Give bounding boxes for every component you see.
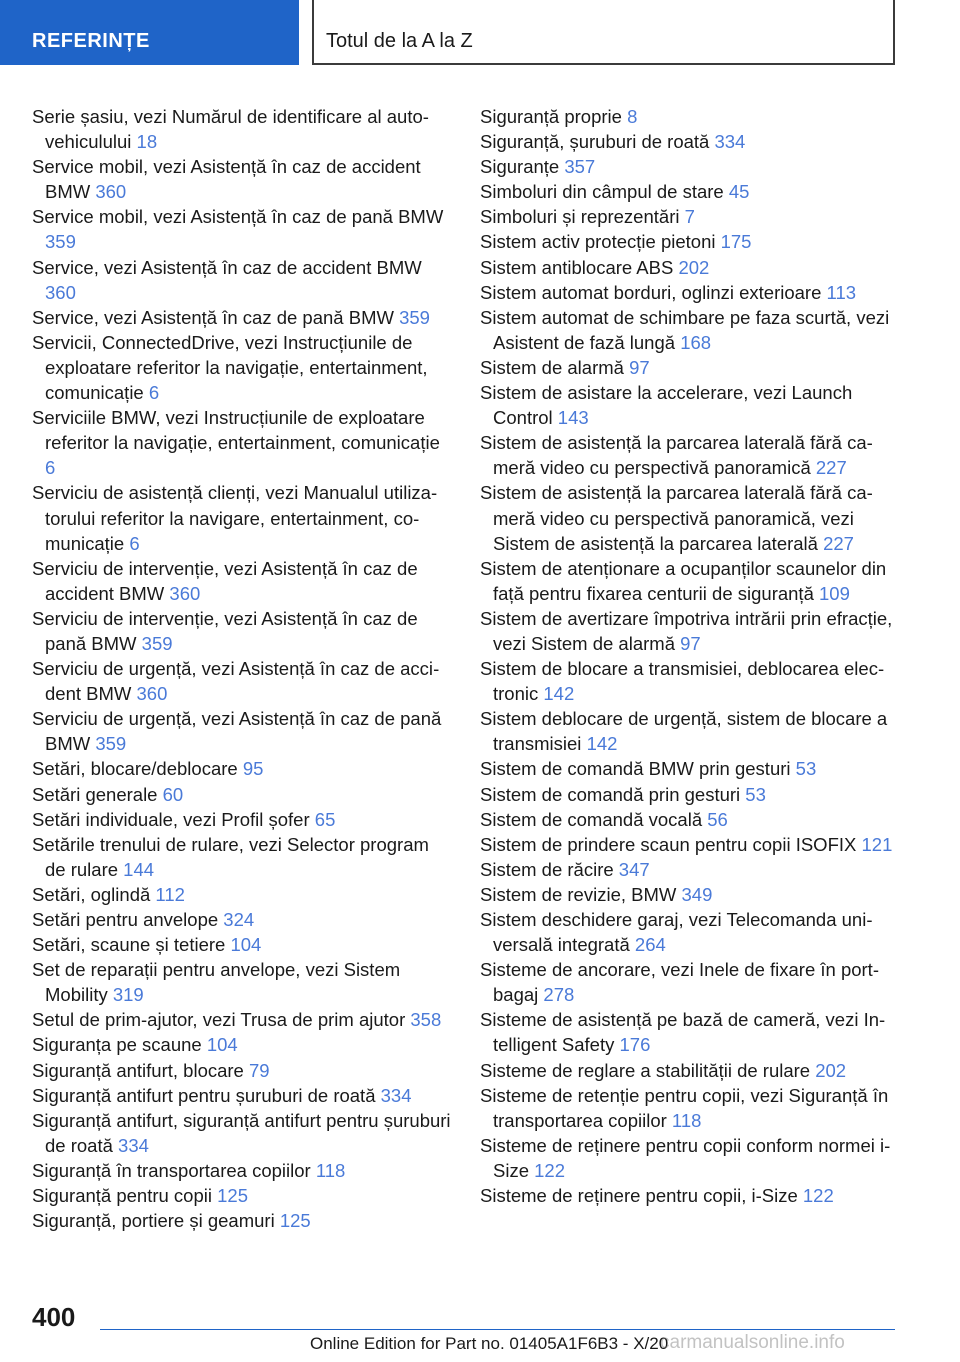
index-entry [480, 656, 900, 706]
index-entry [480, 1058, 900, 1083]
page-reference-link[interactable]: 53 [745, 783, 766, 805]
page-reference-link[interactable]: 65 [314, 808, 336, 830]
page-reference-link[interactable]: 97 [680, 632, 701, 654]
index-entry-text: Siguranță antifurt, siguranță antifurt pentru șuruburi de roată [32, 1109, 451, 1156]
page-reference-link[interactable]: 360 [136, 683, 168, 705]
index-entry [480, 430, 900, 480]
header-divider-left [312, 0, 314, 65]
index-entry [32, 882, 452, 907]
index-entry-text: Sistem automat borduri, oglinzi exterioare [480, 281, 827, 303]
page-reference-link[interactable]: 347 [618, 858, 650, 880]
index-entry-text: Siguranță antifurt, blocare [32, 1059, 249, 1081]
index-entry [32, 606, 452, 656]
index-entry [480, 204, 900, 229]
index-entry [480, 957, 900, 1007]
page-reference-link[interactable]: 202 [815, 1059, 847, 1081]
page-reference-link[interactable]: 122 [802, 1185, 834, 1207]
index-entry-text: Sisteme de retenție pentru copii, vezi Siguranță în transportarea copiilor [480, 1084, 889, 1131]
page-reference-link[interactable]: 6 [45, 457, 56, 479]
index-entry [32, 1183, 452, 1208]
section-label: REFERINȚE [32, 30, 150, 52]
page-reference-link[interactable]: 349 [681, 883, 713, 905]
index-entry-text: Sistem de revizie, BMW [480, 883, 682, 905]
index-entry [480, 782, 900, 807]
page-reference-link[interactable]: 53 [795, 758, 817, 780]
index-entry-text: Sistem de blocare a transmisiei, deblocarea electronic [480, 658, 885, 705]
index-entry [32, 255, 452, 305]
page-reference-link[interactable]: 359 [45, 231, 76, 253]
index-entry-text: Serviciu de intervenție, vezi Asistență în caz de accident BMW [32, 557, 418, 604]
index-entry [32, 782, 452, 807]
index-entry [32, 556, 452, 606]
page-reference-link[interactable]: 175 [720, 231, 752, 253]
index-entry [32, 154, 452, 204]
index-entry [32, 832, 452, 882]
index-entry [32, 932, 452, 957]
page-reference-link[interactable]: 18 [136, 131, 158, 153]
index-entry-text: Set de reparații pentru anvelope, vezi Sistem Mobility [32, 959, 401, 1006]
page-reference-link[interactable]: 6 [129, 532, 140, 554]
index-entry-text: Sistem de comandă prin gesturi [480, 783, 746, 805]
index-entry [480, 1083, 900, 1133]
page-reference-link[interactable]: 104 [230, 934, 262, 956]
index-entry-text: Service mobil, vezi Asistență în caz de accident BMW [32, 156, 421, 203]
page-reference-link[interactable]: 118 [315, 1159, 346, 1181]
page-reference-link[interactable]: 97 [629, 356, 650, 378]
index-entry [480, 305, 900, 355]
index-entry [480, 355, 900, 380]
index-entry [480, 280, 900, 305]
page-reference-link[interactable]: 227 [823, 532, 854, 554]
index-entry [480, 706, 900, 756]
page-reference-link[interactable]: 278 [543, 984, 575, 1006]
edition-note: Online Edition for Part no. 01405A1F6B3 - X/20 [310, 1334, 669, 1353]
page-reference-link[interactable]: 168 [680, 331, 712, 353]
page-number: 400 [32, 1302, 76, 1332]
page-reference-link[interactable]: 360 [169, 582, 201, 604]
index-entry-text: Siguranță, portiere și geamuri [32, 1210, 280, 1232]
index-entry-text: Siguranța pe scaune [32, 1034, 207, 1056]
index-entry [32, 706, 452, 756]
page-reference-link[interactable]: 176 [619, 1034, 651, 1056]
index-entry-text: Service, vezi Asistență în caz de pană BMW [32, 306, 400, 328]
index-entry-text: Serie șasiu, vezi Numărul de identificare al autovehiculului [32, 106, 429, 153]
index-entry-text: Setări, oglindă [32, 883, 156, 905]
index-entry [480, 1007, 900, 1057]
index-entry-text: Serviciu de intervenție, vezi Asistență în caz de pană BMW [32, 607, 418, 654]
index-entry-text: Siguranță proprie [480, 106, 628, 127]
index-entry [480, 857, 900, 882]
index-entry-text: Sistem de asistență la parcarea laterală fără cameră video cu perspectivă panoramică, vezi Sistem de asistență la parcarea laterală [480, 482, 873, 554]
page-reference-link[interactable]: 360 [95, 181, 127, 203]
index-entry-text: Sisteme de asistență pe bază de cameră, vezi Intelligent Safety [480, 1009, 886, 1056]
page-reference-link[interactable]: 334 [714, 131, 746, 153]
index-entry-text: Sistem de comandă BMW prin gesturi [480, 758, 796, 780]
index-entry-text: Serviciu de urgență, vezi Asistență în caz de accident BMW [32, 658, 440, 705]
index-entry [480, 255, 900, 280]
index-entry [480, 1133, 900, 1183]
index-entry [480, 832, 900, 857]
index-entry-text: Setări individuale, vezi Profil șofer [32, 808, 315, 830]
page-reference-link[interactable]: 264 [634, 934, 666, 956]
page-reference-link[interactable]: 324 [223, 909, 255, 930]
index-entry [32, 1032, 452, 1057]
page-reference-link[interactable]: 79 [249, 1059, 270, 1081]
index-entry-text: Siguranță pentru copii [32, 1185, 218, 1207]
page-reference-link[interactable]: 45 [728, 181, 750, 203]
index-entry-text: Serviciu de urgență, vezi Asistență în caz de pană BMW [32, 708, 442, 755]
index-entry-text: Setul de prim-ajutor, vezi Trusa de prim ajutor [32, 1009, 411, 1031]
page-reference-link[interactable]: 8 [627, 106, 638, 127]
index-entry-text: Setări, scaune și tetiere [32, 934, 231, 956]
index-entry [32, 907, 452, 932]
index-entry-text: Sistem de atenționare a ocupanților scaunelor din față pentru fixarea centurii de siguranță [480, 557, 887, 604]
page-reference-link[interactable]: 7 [684, 206, 695, 228]
page-reference-link[interactable]: 60 [162, 783, 184, 805]
watermark: carmanualsonline.info [660, 1332, 845, 1353]
page-reference-link[interactable]: 6 [148, 382, 160, 404]
index-entry-text: Sistem de comandă vocală [480, 808, 708, 830]
index-entry-text: Sistem de avertizare împotriva intrării prin efracție, vezi Sistem de alarmă [480, 607, 893, 654]
page-reference-link[interactable]: 144 [123, 858, 155, 880]
index-entry-text: Sistem antiblocare ABS [480, 256, 679, 278]
index-entry [32, 480, 452, 555]
index-column-left [32, 104, 452, 1233]
index-entry [32, 1208, 452, 1233]
page-reference-link[interactable]: 104 [206, 1034, 238, 1056]
index-entry [32, 1058, 452, 1083]
page-reference-link[interactable]: 334 [380, 1084, 412, 1106]
header-divider-right [893, 0, 895, 65]
footer-divider [100, 1329, 895, 1330]
page-reference-link[interactable]: 319 [112, 984, 144, 1006]
index-entry [480, 807, 900, 832]
index-entry [480, 882, 900, 907]
index-entry [32, 104, 452, 154]
index-entry-text: Sisteme de ancorare, vezi Inele de fixare în portbagaj [480, 959, 879, 1006]
index-entry [480, 1183, 900, 1208]
index-entry [480, 229, 900, 254]
index-entry [32, 405, 452, 480]
index-entry-text: Setările trenului de rulare, vezi Selector program de rulare [32, 833, 429, 880]
index-entry [32, 807, 452, 832]
index-entry-text: Siguranță în transportarea copiilor [32, 1159, 316, 1181]
index-entry-text: Sistem de alarmă [480, 356, 630, 378]
index-entry [32, 756, 452, 781]
index-entry-text: Simboluri din câmpul de stare [480, 181, 729, 203]
index-entry-text: Service, vezi Asistență în caz de accident BMW [32, 256, 422, 278]
index-entry-text: Siguranță antifurt pentru șuruburi de roată [32, 1084, 381, 1106]
index-entry-text: Siguranțe [480, 156, 565, 178]
index-entry [32, 1108, 452, 1158]
index-entry [32, 330, 452, 405]
index-entry-text: Servicii, ConnectedDrive, vezi Instrucțiunile de exploatare referitor la navigație, entertainment, comunicație [32, 331, 428, 404]
index-entry-text: Serviciile BMW, vezi Instrucțiunile de exploatare referitor la navigație, entertainment, comunicație [32, 407, 440, 454]
page-reference-link[interactable]: 360 [45, 281, 76, 303]
index-entry [32, 1007, 452, 1032]
page-reference-link[interactable]: 143 [557, 407, 589, 429]
page-reference-link[interactable]: 121 [861, 833, 893, 855]
index-entry-text: Sistem de răcire [480, 858, 619, 880]
index-entry-text: Service mobil, vezi Asistență în caz de pană BMW [32, 206, 444, 228]
index-entry-text: Sistem de asistare la accelerare, vezi Launch Control [480, 382, 853, 429]
page-reference-link[interactable]: 125 [279, 1210, 311, 1232]
index-entry [480, 556, 900, 606]
index-entry [32, 204, 452, 254]
index-entry [480, 154, 900, 179]
header-divider-bottom [312, 63, 895, 65]
index-entry [480, 104, 900, 129]
index-entry-text: Sistem deschidere garaj, vezi Telecomanda universală integrată [480, 909, 873, 956]
page-reference-link[interactable]: 109 [819, 582, 850, 604]
page-reference-link[interactable]: 142 [586, 733, 618, 755]
page-reference-link[interactable]: 95 [242, 758, 264, 780]
page-title: Totul de la A la Z [326, 30, 473, 52]
page-reference-link[interactable]: 118 [671, 1109, 702, 1131]
index-entry-text: Setări pentru anvelope [32, 909, 224, 930]
page-reference-link[interactable]: 202 [678, 256, 710, 278]
page-reference-link[interactable]: 227 [815, 457, 847, 479]
index-entry [480, 606, 900, 656]
page-reference-link[interactable]: 113 [826, 281, 857, 303]
page-reference-link[interactable]: 359 [141, 632, 173, 654]
page-reference-link[interactable]: 357 [564, 156, 596, 178]
page-reference-link[interactable]: 359 [399, 306, 430, 328]
page-reference-link[interactable]: 334 [118, 1134, 149, 1156]
index-entry [480, 907, 900, 957]
page-reference-link[interactable]: 112 [155, 883, 185, 905]
index-entry-text: Sisteme de reținere pentru copii, i-Size [480, 1185, 803, 1207]
page-reference-link[interactable]: 125 [217, 1185, 248, 1207]
index-entry-text: Sistem deblocare de urgență, sistem de blocare a transmisiei [480, 708, 888, 755]
index-entry-text: Sistem activ protecție pietoni [480, 231, 721, 253]
page-reference-link[interactable]: 56 [707, 808, 728, 830]
index-entry-text: Sisteme de reglare a stabilității de rulare [480, 1059, 816, 1081]
index-entry-text: Simboluri și reprezentări [480, 206, 685, 228]
index-entry-text: Sistem de prindere scaun pentru copii ISOFIX [480, 833, 862, 855]
index-entry [32, 1158, 452, 1183]
index-column-right [480, 104, 900, 1208]
index-entry [480, 380, 900, 430]
index-entry [32, 957, 452, 1007]
index-entry-text: Sisteme de reținere pentru copii conform normei i-Size [480, 1134, 891, 1181]
index-entry [480, 756, 900, 781]
index-entry-text: Setări generale [32, 783, 163, 805]
page-reference-link[interactable]: 359 [95, 733, 127, 755]
index-entry [32, 305, 452, 330]
index-entry-text: Setări, blocare/deblocare [32, 758, 243, 780]
index-entry [480, 129, 900, 154]
index-entry [480, 480, 900, 555]
page-reference-link[interactable]: 142 [543, 683, 575, 705]
index-entry [32, 656, 452, 706]
index-entry-text: Serviciu de asistență clienți, vezi Manualul utilizatorului referitor la navigare, entertainment, comunicație [32, 482, 438, 554]
index-entry-text: Siguranță, șuruburi de roată [480, 131, 715, 153]
page-reference-link[interactable]: 358 [410, 1009, 442, 1031]
index-entry-text: Sistem de asistență la parcarea laterală fără cameră video cu perspectivă panoramică [480, 432, 873, 479]
index-entry [32, 1083, 452, 1108]
index-entry-text: Sistem automat de schimbare pe faza scurtă, vezi Asistent de fază lungă [480, 306, 890, 353]
index-entry [480, 179, 900, 204]
page-reference-link[interactable]: 122 [534, 1159, 566, 1181]
section-tab [0, 0, 299, 65]
